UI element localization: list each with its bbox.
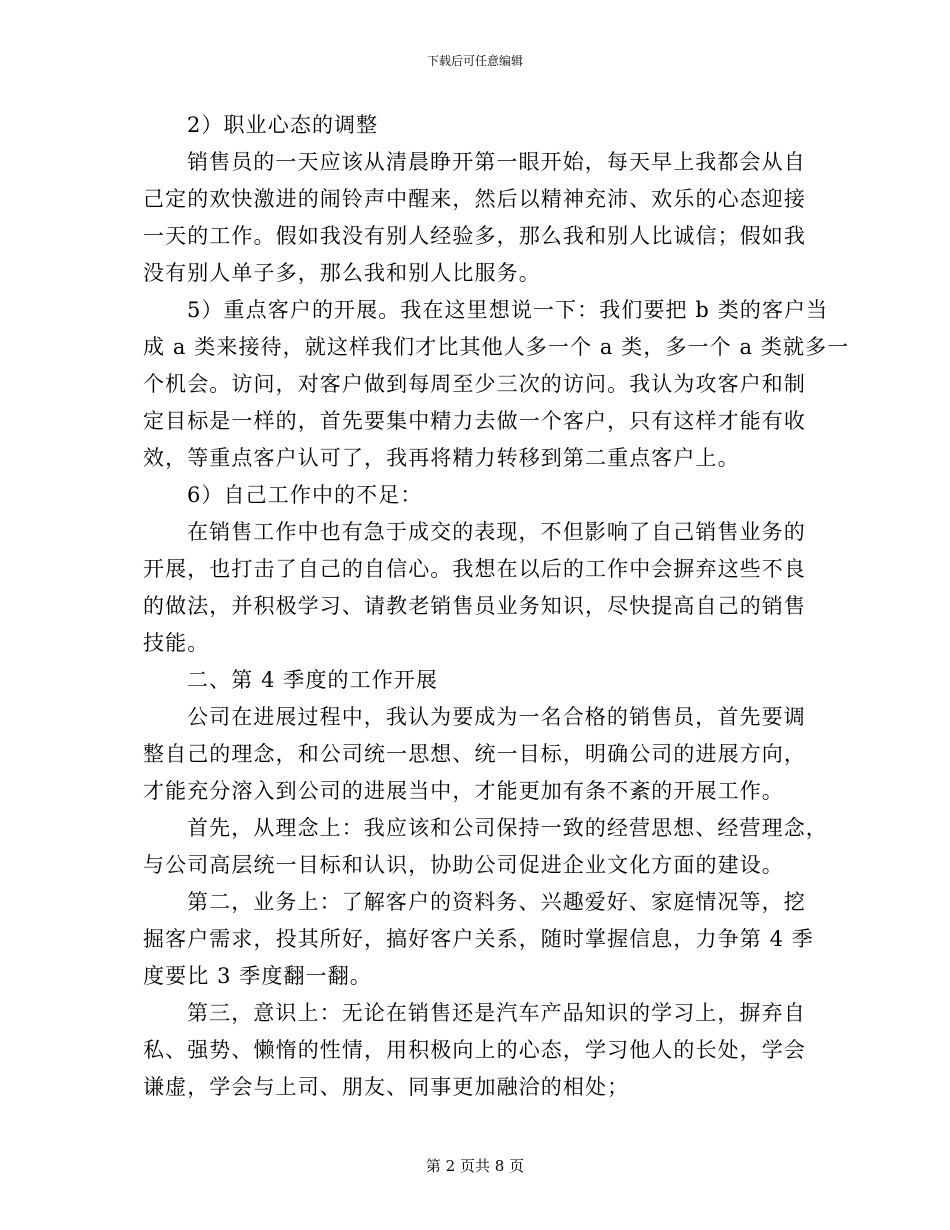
- text-line: 谦虚，学会与上司、朋友、同事更加融洽的相处；: [143, 1075, 630, 1099]
- text-line: 与公司高层统一目标和认识，协助公司促进企业文化方面的建设。: [143, 853, 784, 877]
- page-header: 下载后可任意编辑: [426, 54, 523, 68]
- text-line: 2）职业心态的调整: [187, 113, 379, 137]
- text-line: 技能。: [143, 631, 210, 655]
- text-line: 整自己的理念，和公司统一思想、统一目标，明确公司的进展方向，: [143, 742, 806, 766]
- text-line: 掘客户需求，投其所好，搞好客户关系，随时掌握信息，力争第 4 季: [143, 927, 814, 951]
- text-line: 在销售工作中也有急于成交的表现，不但影响了自己销售业务的: [187, 520, 806, 544]
- text-line: 开展，也打击了自己的自信心。我想在以后的工作中会摒弃这些不良: [143, 557, 806, 581]
- text-line: 公司在进展过程中，我认为要成为一名合格的销售员，首先要调: [187, 705, 806, 729]
- text-line: 效，等重点客户认可了，我再将精力转移到第二重点客户上。: [143, 446, 740, 470]
- text-line: 定目标是一样的，首先要集中精力去做一个客户，只有这样才能有收: [143, 409, 806, 433]
- text-line: 的做法，并积极学习、请教老销售员业务知识，尽快提高自己的销售: [143, 594, 806, 618]
- text-line: 二、第 4 季度的工作开展: [187, 668, 439, 692]
- document-body: [143, 107, 850, 1106]
- text-line: 没有别人单子多，那么我和别人比服务。: [143, 261, 541, 285]
- text-line: 6）自己工作中的不足：: [187, 483, 423, 507]
- page-footer: 第 2 页共 8 页: [425, 1157, 525, 1175]
- text-line: 才能充分溶入到公司的进展当中，才能更加有条不紊的开展工作。: [143, 779, 784, 803]
- text-line: 个机会。访问，对客户做到每周至少三次的访问。我认为攻客户和制: [143, 372, 806, 396]
- text-line: 首先，从理念上：我应该和公司保持一致的经营思想、经营理念，: [187, 816, 828, 840]
- text-line: 一天的工作。假如我没有别人经验多，那么我和别人比诚信；假如我: [143, 224, 806, 248]
- text-line: 第二，业务上：了解客户的资料务、兴趣爱好、家庭情况等，挖: [187, 890, 806, 914]
- text-line: 第三，意识上：无论在销售还是汽车产品知识的学习上，摒弃自: [187, 1001, 806, 1025]
- text-line: 己定的欢快激进的闹铃声中醒来，然后以精神充沛、欢乐的心态迎接: [143, 187, 806, 211]
- text-line: 成 a 类来接待，就这样我们才比其他人多一个 a 类，多一个 a 类就多一: [143, 335, 850, 359]
- text-line: 5）重点客户的开展。我在这里想说一下：我们要把 b 类的客户当: [187, 298, 829, 322]
- text-line: 销售员的一天应该从清晨睁开第一眼开始，每天早上我都会从自: [187, 150, 806, 174]
- text-line: 私、强势、懒惰的性情，用积极向上的心态，学习他人的长处，学会: [143, 1038, 806, 1062]
- text-line: 度要比 3 季度翻一翻。: [143, 964, 372, 988]
